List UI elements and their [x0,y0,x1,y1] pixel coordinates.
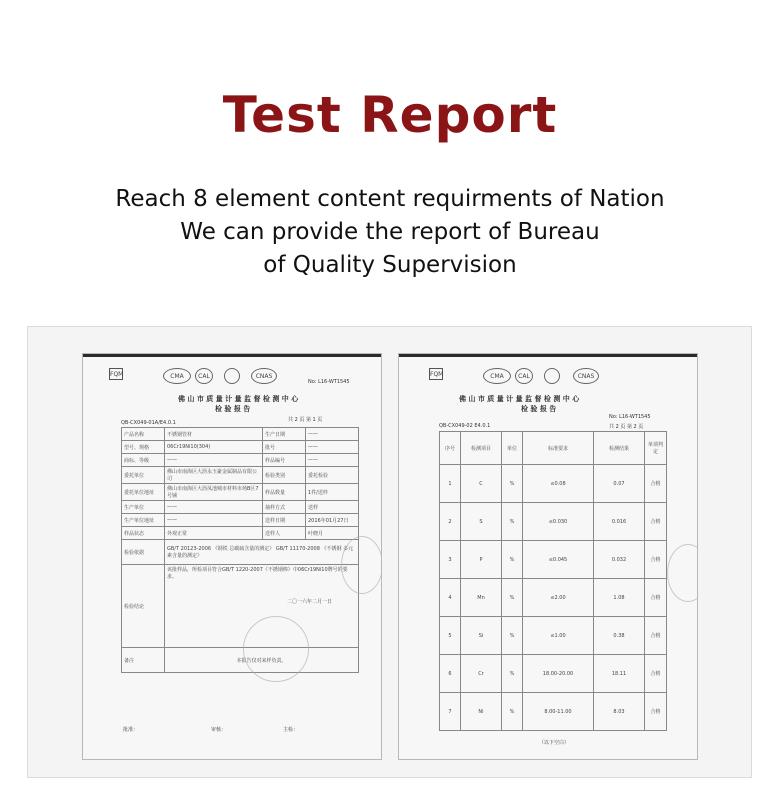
field-label: 委托单位 [122,467,165,484]
table-cell: S [461,503,502,541]
page-indicator: 共 2 页 第 1 页 [288,417,323,423]
table-cell: 合格 [645,541,667,579]
table-cell: 4 [440,579,461,617]
table-row [440,693,667,731]
column-header: 单项判定 [645,432,667,465]
table-cell: % [502,579,523,617]
column-header: 标准要求 [523,432,594,465]
cma-mark-icon: CMA [163,368,191,384]
table-cell: Mn [461,579,502,617]
form-code: QB-CX049-01A/E4.0.1 [121,420,176,426]
field-label: 送样人 [263,527,306,540]
table-row [122,467,359,484]
cnas-mark-icon: CNAS [573,368,599,384]
table-cell: 6 [440,655,461,693]
approver-label: 批准： [123,727,139,733]
table-cell: ≤0.08 [523,465,594,503]
table-cell: 8.03 [594,693,645,731]
field-label: 抽样方式 [263,501,306,514]
report-subheading: 检 验 报 告 [521,405,557,413]
fqm-logo-icon: FQM [429,368,443,380]
table-cell: 7 [440,693,461,731]
table-row [122,648,359,673]
table-cell: % [502,617,523,655]
report-date: 二〇一六年二月一日 [287,599,333,605]
field-value: 委托检验 [306,467,359,484]
table-cell: 0.016 [594,503,645,541]
subtitle-line-1: Reach 8 element content requirments of Nation [115,186,665,212]
tester-label: 主检： [283,727,299,733]
field-label: 检验类别 [263,467,306,484]
field-value: —— [165,501,263,514]
table-cell: 合格 [645,617,667,655]
table-cell: 0.38 [594,617,645,655]
field-value: 1件/送样 [306,484,359,501]
column-header: 检测结果 [594,432,645,465]
column-header: 序号 [440,432,461,465]
table-row [122,514,359,527]
report-number: No: L16-WT1545 [308,379,350,385]
table-row [440,503,667,541]
table-cell: ≤1.00 [523,617,594,655]
field-label: 备注 [122,648,165,673]
test-results-table [439,431,667,731]
table-cell: 0.032 [594,541,645,579]
reviewer-label: 审核： [211,727,227,733]
subtitle-line-3: of Quality Supervision [263,252,517,278]
table-cell: P [461,541,502,579]
conclusion-text: 该批样品，所检项目符合GB/T 1220-2007《不锈钢棒》中06Cr19Ni10牌号的要求。 [167,567,348,580]
table-cell: 合格 [645,503,667,541]
report-subheading: 检 验 报 告 [215,405,251,413]
table-cell: 0.07 [594,465,645,503]
field-label: 样品数量 [263,484,306,501]
table-cell: 8.00-11.00 [523,693,594,731]
report-heading: 佛 山 市 质 量 计 量 监 督 检 测 中 心 [178,395,299,403]
table-cell: 合格 [645,655,667,693]
table-cell: ≤0.045 [523,541,594,579]
field-label: 委托单位地址 [122,484,165,501]
cal-mark-icon: CAL [515,368,533,384]
table-header-row [440,432,667,465]
table-row [122,454,359,467]
form-code: QB-CX049-02 E4.0.1 [439,423,491,429]
field-value: —— [306,441,359,454]
field-value: 佛山市南海区大沥永玉豪金属制品有限公司 [165,467,263,484]
table-cell: 合格 [645,579,667,617]
field-value: —— [165,514,263,527]
cnas-mark-icon: CNAS [251,368,277,384]
field-label: 检验依据 [122,540,165,565]
field-value: 叶晓月 [306,527,359,540]
table-cell: 合格 [645,465,667,503]
table-row [440,465,667,503]
field-label: 检验结论 [122,565,165,648]
table-row [122,540,359,565]
edge-seal-icon [667,544,698,602]
table-cell: 18.11 [594,655,645,693]
official-seal-icon [243,616,309,682]
table-cell: 1 [440,465,461,503]
field-label: 批号 [263,441,306,454]
table-cell: 18.00-20.00 [523,655,594,693]
field-value: 送样 [306,501,359,514]
field-value: 佛山市南海区大沥凤池城市材料市场B区7号铺 [165,484,263,501]
table-cell: Cr [461,655,502,693]
table-row [122,441,359,454]
table-cell: 合格 [645,693,667,731]
field-value: 本报告仅对来样负责。 [165,648,359,673]
report-page-1 [82,353,382,760]
field-label: 生产单位地址 [122,514,165,527]
table-row [122,501,359,514]
table-row [122,428,359,441]
report-number: No: L16-WT1545 [609,414,651,420]
table-cell: ≤2.00 [523,579,594,617]
table-cell: % [502,655,523,693]
field-label: 生产单位 [122,501,165,514]
field-label: 生产日期 [263,428,306,441]
cal-mark-icon: CAL [195,368,213,384]
ilac-mark-icon [224,368,240,384]
table-cell: ≤0.030 [523,503,594,541]
field-value: 不锈钢管材 [165,428,263,441]
table-footer-note: （以下空白） [539,740,570,746]
column-header: 单位 [502,432,523,465]
field-value: 外观正常 [165,527,263,540]
table-row [440,541,667,579]
field-value: 06Cr19Ni10(304) [165,441,263,454]
table-row [440,617,667,655]
report-images-panel [27,326,752,778]
report-heading: 佛 山 市 质 量 计 量 监 督 检 测 中 心 [459,395,580,403]
field-value: —— [306,428,359,441]
table-cell: 1.08 [594,579,645,617]
field-value: —— [306,454,359,467]
cma-mark-icon: CMA [483,368,511,384]
table-cell: Si [461,617,502,655]
field-label: 型号、规格 [122,441,165,454]
scan-edge [399,354,697,357]
table-row [122,565,359,648]
table-cell: % [502,693,523,731]
report-info-table [121,427,359,673]
column-header: 检测项目 [461,432,502,465]
table-cell: % [502,503,523,541]
field-value: GB/T 20123-2006 《钢铁 总碳硫含量的测定》 GB/T 11170-2008 《不锈钢 多元素含量的测定》 [165,540,359,565]
field-label: 样品状态 [122,527,165,540]
table-cell: 5 [440,617,461,655]
table-row [440,655,667,693]
field-label: 产品名称 [122,428,165,441]
ilac-mark-icon [544,368,560,384]
table-cell: 3 [440,541,461,579]
page-title: Test Report [222,86,558,144]
field-value: 2016年01月27日 [306,514,359,527]
edge-seal-icon [341,536,382,594]
table-cell: Ni [461,693,502,731]
scan-edge [83,354,381,357]
table-cell: 2 [440,503,461,541]
table-cell: % [502,465,523,503]
fqm-logo-icon: FQM [109,368,123,380]
report-page-2 [398,353,698,760]
table-row [122,484,359,501]
field-value: —— [165,454,263,467]
field-label: 样品编号 [263,454,306,467]
table-row [440,579,667,617]
table-row [122,527,359,540]
page-indicator: 共 2 页 第 2 页 [609,424,644,430]
table-cell: % [502,541,523,579]
table-cell: C [461,465,502,503]
field-label: 商标、等级 [122,454,165,467]
subtitle-line-2: We can provide the report of Bureau [180,219,600,245]
field-label: 送样日期 [263,514,306,527]
